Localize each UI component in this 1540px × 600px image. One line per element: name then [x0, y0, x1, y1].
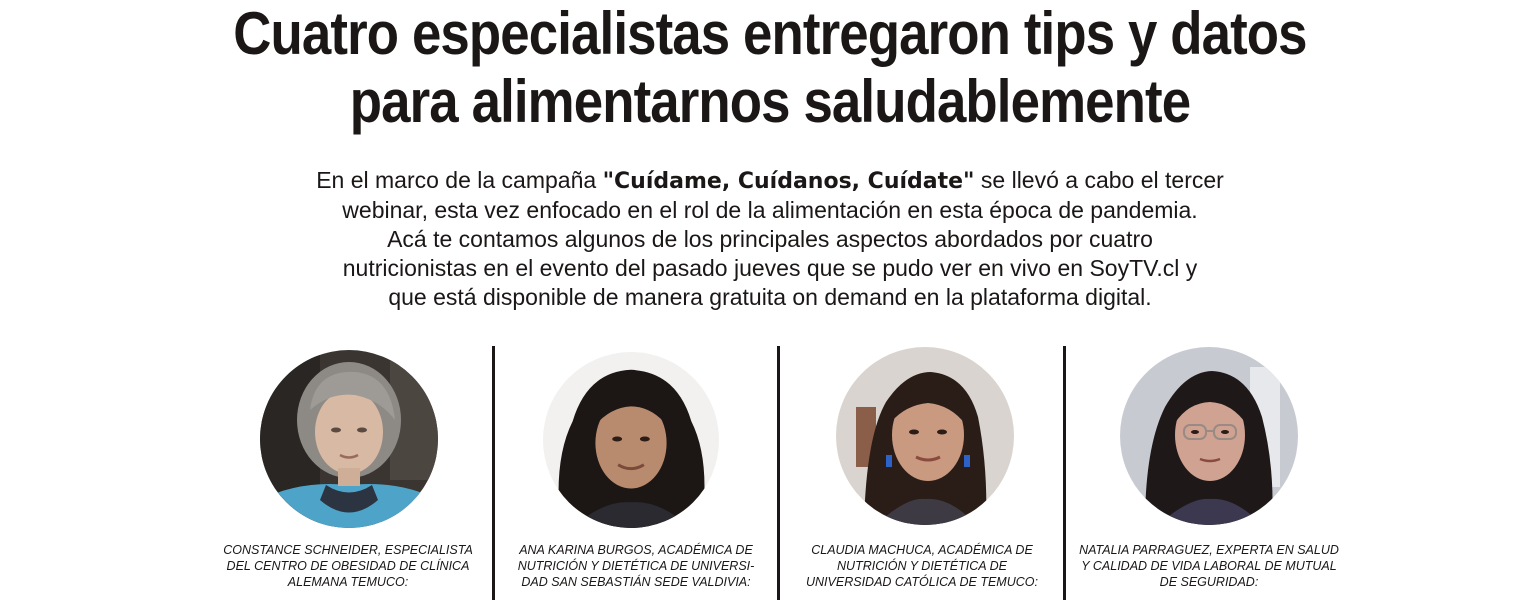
headline-line-1: Cuatro especialistas entregaron tips y datos [233, 0, 1307, 67]
lead-line-4: nutricionistas en el evento del pasado jueves que se pudo ver en vivo en SoyTV.cl y [342, 255, 1198, 281]
portrait-illustration [260, 350, 438, 528]
lead-line-3: Acá te contamos algunos de los principales aspectos abordados por cuatro [387, 226, 1153, 252]
caption-line: CONSTANCE SCHNEIDER, ESPECIALISTA [223, 543, 473, 557]
lead-line-2: webinar, esta vez enfocado en el rol de la alimentación en esta época de pandemia. [342, 197, 1198, 223]
caption-line: DAD SAN SEBASTIÁN SEDE VALDIVIA: [521, 575, 751, 589]
caption-line: CLAUDIA MACHUCA, ACADÉMICA DE [811, 543, 1033, 557]
lead-line-1 [220, 166, 1320, 196]
lead-paragraph [220, 166, 1320, 312]
headline [0, 0, 1540, 136]
specialist-portrait-photo [543, 352, 719, 528]
specialist-caption [1068, 542, 1350, 590]
specialist-card [496, 345, 776, 600]
specialist-caption [781, 542, 1063, 590]
caption-line: DEL CENTRO DE OBESIDAD DE CLÍNICA [226, 559, 470, 573]
caption-line: NUTRICIÓN Y DIETÉTICA DE UNIVERSI- [517, 559, 755, 573]
specialist-caption [496, 542, 776, 590]
specialist-portrait-photo [1120, 347, 1298, 525]
portrait-illustration [1120, 347, 1298, 525]
portrait-illustration [543, 352, 719, 528]
lead-intro-text: En el marco de la campaña [316, 167, 603, 193]
headline-line-2: para alimentarnos saludablemente [349, 68, 1191, 135]
caption-line: ANA KARINA BURGOS, ACADÉMICA DE [519, 543, 753, 557]
specialist-portrait-photo [260, 350, 438, 528]
campaign-name: "Cuídame, Cuídanos, Cuídate" [602, 169, 975, 194]
portrait-illustration [836, 347, 1014, 525]
specialist-card [208, 345, 488, 600]
specialist-portrait-photo [836, 347, 1014, 525]
caption-line: ALEMANA TEMUCO: [287, 575, 409, 589]
specialist-card [781, 345, 1063, 600]
column-divider [1063, 346, 1066, 600]
caption-line: Y CALIDAD DE VIDA LABORAL DE MUTUAL [1081, 559, 1337, 573]
caption-line: DE SEGURIDAD: [1159, 575, 1259, 589]
caption-line: NUTRICIÓN Y DIETÉTICA DE [837, 559, 1007, 573]
column-divider [492, 346, 495, 600]
lead-intro-continuation: se llevó a cabo el tercer [974, 167, 1224, 193]
caption-line: NATALIA PARRAGUEZ, EXPERTA EN SALUD [1079, 543, 1339, 557]
caption-line: UNIVERSIDAD CATÓLICA DE TEMUCO: [806, 575, 1038, 589]
column-divider [777, 346, 780, 600]
lead-line-5: que está disponible de manera gratuita on demand en la plataforma digital. [388, 284, 1152, 310]
specialist-card [1068, 345, 1350, 600]
specialist-caption [208, 542, 488, 590]
